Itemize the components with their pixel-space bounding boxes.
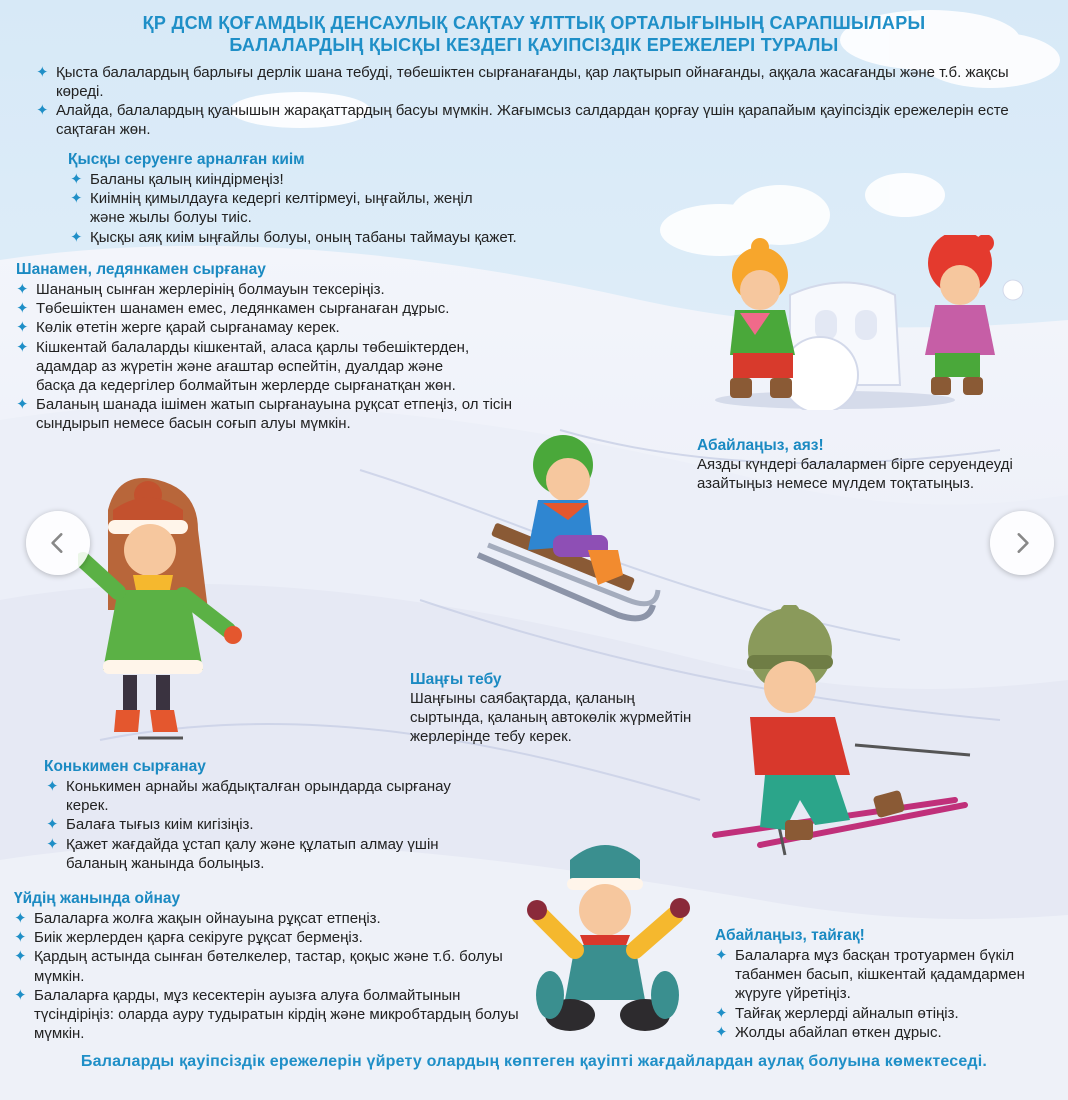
section-heading: Үйдің жанында ойнау <box>14 890 181 907</box>
list-item-text: Баланың шанада ішімен жатып сырғанауына рұқсат етпеңіз, ол тісін сындырып немесе басын соғып алуы мүмкін. <box>36 396 513 433</box>
snowball-kids-illustration <box>695 235 1030 410</box>
list-item-text: Балаға тығыз киім кигізіңіз. <box>66 816 254 834</box>
list-item-text: Балаларға жолға жақын ойнауына рұқсат етпеңіз. <box>34 910 381 927</box>
bullet-icon: ✦ <box>715 1023 728 1041</box>
intro <box>36 63 1046 139</box>
list-item <box>14 947 544 985</box>
clothing-list <box>70 170 517 247</box>
ice-heading <box>715 926 865 945</box>
list-item <box>46 815 476 834</box>
home-list <box>14 909 544 1043</box>
list-item <box>14 928 544 947</box>
list-item-text: Баланы қалың киіндірмеңіз! <box>90 171 284 188</box>
bullet-icon: ✦ <box>70 228 83 246</box>
bullet-icon: ✦ <box>70 190 83 208</box>
list-item <box>16 338 476 396</box>
list-item <box>16 280 536 299</box>
bullet-icon: ✦ <box>46 816 59 834</box>
list-item-text: Шананың сынған жерлерінің болмауын тексеріңіз. <box>36 281 385 298</box>
list-item <box>715 946 1055 1004</box>
home-heading <box>14 889 180 908</box>
sledding-kid-illustration <box>468 425 663 640</box>
list-item-text: Кішкентай балаларды кішкентай, аласа қарлы төбешіктерден, адамдар аз жүретін және ағаштар өспейтін, дуалдар және басқа да кедергілер болмайтын жерлерде сырғанатқан жөн. <box>36 338 470 395</box>
section-heading: Абайлаңыз, аяз! <box>697 437 824 454</box>
list-item-text: Қысқы аяқ киім ыңғайлы болуы, оның табаны таймауы қажет. <box>90 228 517 246</box>
sledding-list <box>16 280 536 434</box>
section-heading: Шанамен, ледянкамен сырғанау <box>16 261 266 278</box>
footer-text: Балаларды қауіпсіздік ережелерін үйрету олардың көптеген қауіпті жағдайлардан аулақ болуына көмектеседі. <box>80 1053 988 1070</box>
skating-girl-illustration <box>78 470 246 745</box>
ice-list <box>715 946 1055 1042</box>
list-item-text: Балаларға мұз басқан тротуармен бүкіл табанмен басып, кішкентай қадамдармен жүруге үйретіңіз. <box>735 947 1025 1003</box>
section-heading: Абайлаңыз, тайғақ! <box>715 927 865 944</box>
bullet-icon: ✦ <box>14 910 27 927</box>
page-title <box>0 12 1068 56</box>
chevron-right-icon <box>1009 530 1035 556</box>
frost-block <box>697 436 1037 493</box>
list-item <box>16 395 536 433</box>
intro-item <box>36 63 1046 101</box>
bullet-icon: ✦ <box>46 778 59 795</box>
list-item-text: Конькимен арнайы жабдықталған орындарда сырғанау керек. <box>66 778 451 815</box>
list-item <box>16 299 536 318</box>
list-item <box>46 777 476 815</box>
bullet-icon: ✦ <box>16 319 29 337</box>
section-heading: Шаңғы тебу <box>410 671 502 688</box>
section-heading: Қысқы серуенге арналған киім <box>68 151 305 168</box>
section-heading: Конькимен сырғанау <box>44 758 206 775</box>
list-item <box>70 189 490 227</box>
intro-item <box>36 101 1046 139</box>
bullet-icon: ✦ <box>16 396 29 414</box>
intro-text: Алайда, балалардың қуанышын жарақаттардың басуы мүмкін. Жағымсыз салдардан қорғау үшін қарапайым қауіпсіздік ережелерін есте сақтаған жөн. <box>56 102 1009 138</box>
list-item <box>14 909 544 928</box>
list-item-text: Қардың астында сынған бөтелкелер, тастар, қоқыс және т.б. болуы мүмкін. <box>34 948 503 985</box>
bullet-icon: ✦ <box>14 929 27 947</box>
sledding-heading <box>16 260 266 279</box>
list-item <box>715 1004 1055 1023</box>
bullet-icon: ✦ <box>16 300 29 318</box>
bullet-icon: ✦ <box>14 948 27 966</box>
list-item-text: Төбешіктен шанамен емес, ледянкамен сырғанаған дұрыс. <box>36 300 450 318</box>
skiing-block <box>410 670 695 747</box>
prev-button[interactable] <box>26 511 90 575</box>
bullet-icon: ✦ <box>16 338 29 356</box>
title-line-2: БАЛАЛАРДЫҢ ҚЫСҚЫ КЕЗДЕГІ ҚАУІПСІЗДІК ЕРЕЖЕЛЕРІ ТУРАЛЫ <box>229 35 839 55</box>
clothing-heading <box>68 150 305 169</box>
list-item-text: Балаларға қарды, мұз кесектерін ауызға алуға болмайтынын түсіндіріңіз: оларда ауру тудыратын кірдің және микробтардың болуы мүмкін. <box>34 986 519 1043</box>
bullet-icon: ✦ <box>46 835 59 853</box>
list-item <box>16 318 536 337</box>
list-item-text: Тайғақ жерлерді айналып өтіңіз. <box>735 1004 959 1022</box>
bullet-icon: ✦ <box>715 1004 728 1022</box>
skating-list <box>46 777 476 873</box>
skiing-kid-illustration <box>705 605 975 875</box>
title-line-1: ҚР ДСМ ҚОҒАМДЫҚ ДЕНСАУЛЫҚ САҚТАУ ҰЛТТЫҚ ОРТАЛЫҒЫНЫҢ САРАПШЫЛАРЫ <box>142 13 926 33</box>
intro-text: Қыста балалардың барлығы дерлік шана тебуді, төбешіктен сырғанағанды, қар лақтырып ойнағанды, аққала жасағанды және т.б. жақсы көреді. <box>56 64 1009 100</box>
bullet-icon: ✦ <box>14 986 27 1004</box>
list-item-text: Көлік өтетін жерге қарай сырғанамау керек. <box>36 319 340 337</box>
bullet-icon: ✦ <box>36 102 49 119</box>
list-item <box>46 835 476 873</box>
list-item <box>715 1023 1055 1042</box>
list-item <box>70 228 650 247</box>
bullet-icon: ✦ <box>715 947 728 964</box>
bullet-icon: ✦ <box>36 64 49 81</box>
list-item-text: Биік жерлерден қарға секіруге рұқсат бермеңіз. <box>34 929 363 947</box>
list-item-text: Киімнің қимылдауға кедергі келтірмеуі, ыңғайлы, жеңіл және жылы болуы тиіс. <box>90 190 473 227</box>
next-button[interactable] <box>990 511 1054 575</box>
bullet-icon: ✦ <box>16 281 29 298</box>
frost-text: Аязды күндері балалармен бірге серуендеуді азайтыңыз немесе мүлдем тоқтатыңыз. <box>697 456 1013 493</box>
list-item <box>70 170 490 189</box>
skating-heading <box>44 757 206 776</box>
sitting-kid-illustration <box>525 830 705 1045</box>
list-item-text: Қажет жағдайда ұстап қалу және құлатып алмау үшін баланың жанында болыңыз. <box>66 835 439 872</box>
list-item <box>14 986 544 1044</box>
chevron-left-icon <box>45 530 71 556</box>
skiing-text: Шаңғыны саябақтарда, қаланың сыртында, қаланың автокөлік жүрмейтін жерлерінде тебу керек. <box>410 690 692 746</box>
bullet-icon: ✦ <box>70 171 83 188</box>
list-item-text: Жолды абайлап өткен дұрыс. <box>735 1023 942 1041</box>
